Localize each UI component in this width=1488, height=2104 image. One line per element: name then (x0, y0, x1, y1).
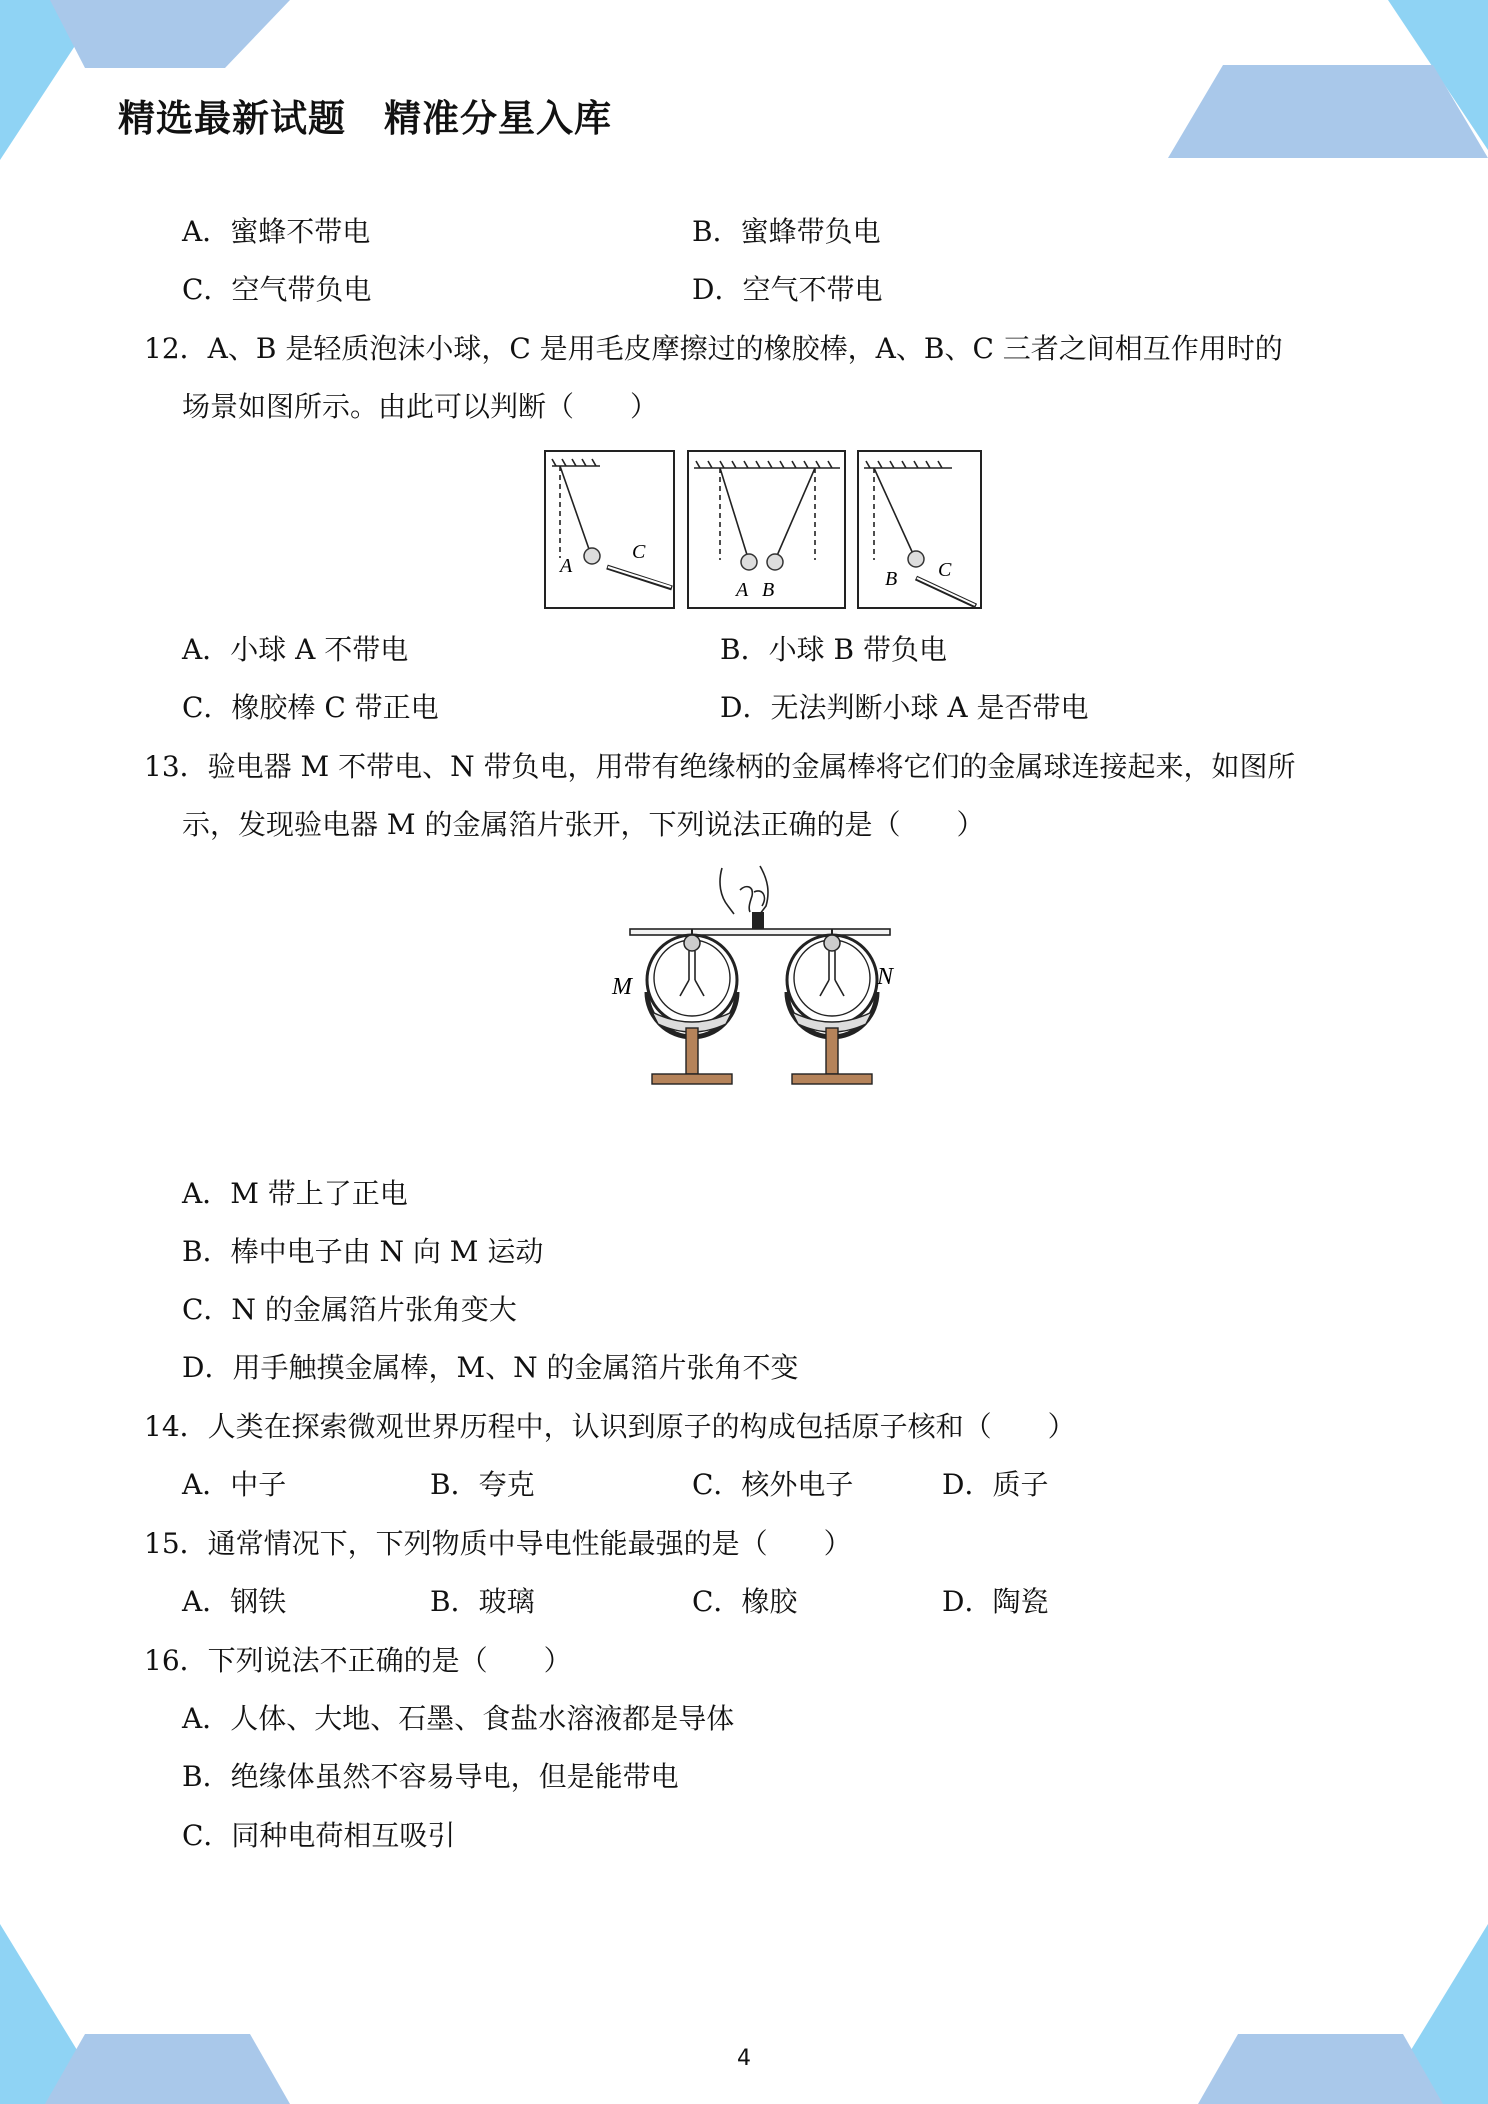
q15-option-a: A．钢铁 (182, 1585, 287, 1618)
metal-rod (630, 929, 890, 935)
label-c-panel3: C (938, 559, 952, 581)
q13-electroscope-figure (600, 862, 900, 1162)
header-title: 精选最新试题 精准分星入库 (118, 97, 612, 140)
label-a-panel1: A (560, 555, 573, 577)
m-metal-ball (684, 935, 700, 951)
label-b-panel3: B (885, 568, 898, 590)
q13-option-c: C．N 的金属箔片张角变大 (182, 1293, 517, 1326)
ball-b-panel2 (767, 554, 783, 570)
top-left-decoration (0, 0, 300, 170)
ball-a-panel2 (741, 554, 757, 570)
top-right-decoration (1148, 0, 1488, 170)
q11-option-c: C．空气带负电 (182, 273, 372, 306)
q16-option-b: B．绝缘体虽然不容易导电，但是能带电 (182, 1760, 679, 1793)
q12-option-a: A．小球 A 不带电 (182, 633, 409, 666)
q15-option-b: B．玻璃 (430, 1585, 535, 1618)
n-stand-base (792, 1074, 872, 1084)
q12-pendulum-figure (540, 448, 985, 613)
ball-b-panel3 (908, 551, 924, 567)
label-n: N (877, 964, 894, 990)
q14-option-d: D．质子 (942, 1468, 1049, 1501)
n-metal-ball (824, 935, 840, 951)
q15-stem: 15．通常情况下，下列物质中导电性能最强的是（ ） (144, 1527, 852, 1560)
label-a-panel2: A (736, 579, 749, 601)
q13-option-a: A．M 带上了正电 (182, 1177, 408, 1210)
insulating-handle (752, 912, 764, 930)
q14-option-c: C．核外电子 (692, 1468, 854, 1501)
q16-option-c: C．同种电荷相互吸引 (182, 1819, 456, 1852)
label-m: M (612, 974, 632, 1000)
q12-option-b: B．小球 B 带负电 (720, 633, 947, 666)
q12-option-c: C．橡胶棒 C 带正电 (182, 691, 439, 724)
label-c-panel1: C (632, 541, 646, 563)
q16-stem: 16．下列说法不正确的是（ ） (144, 1644, 572, 1677)
q11-option-d: D．空气不带电 (692, 273, 883, 306)
q12-stem: 12．A、B 是轻质泡沫小球，C 是用毛皮摩擦过的橡胶棒，A、B、C 三者之间相互作用时的 (144, 332, 1283, 365)
q14-stem: 14．人类在探索微观世界历程中，认识到原子的构成包括原子核和（ ） (144, 1410, 1076, 1443)
q16-option-a: A．人体、大地、石墨、食盐水溶液都是导体 (182, 1702, 735, 1735)
bottom-right-decoration (1168, 1924, 1488, 2104)
q12-stem-continued: 场景如图所示。由此可以判断（ ） (182, 390, 659, 423)
ball-a-panel1 (584, 548, 600, 564)
q13-stem: 13．验电器 M 不带电、N 带负电，用带有绝缘柄的金属棒将它们的金属球连接起来，如图所 (144, 750, 1296, 783)
q13-option-b: B．棒中电子由 N 向 M 运动 (182, 1235, 544, 1268)
label-b-panel2: B (762, 579, 775, 601)
q15-option-d: D．陶瓷 (942, 1585, 1049, 1618)
page-number: 4 (737, 2046, 751, 2071)
bottom-left-decoration (0, 1924, 320, 2104)
q13-option-d: D．用手触摸金属棒，M、N 的金属箔片张角不变 (182, 1351, 799, 1384)
q11-option-a: A．蜜蜂不带电 (182, 215, 371, 248)
q13-stem-continued: 示，发现验电器 M 的金属箔片张开，下列说法正确的是（ ） (182, 808, 985, 841)
q11-option-b: B．蜜蜂带负电 (692, 215, 881, 248)
m-stand-base (652, 1074, 732, 1084)
q14-option-b: B．夸克 (430, 1468, 535, 1501)
q12-option-d: D．无法判断小球 A 是否带电 (720, 691, 1089, 724)
q14-option-a: A．中子 (182, 1468, 287, 1501)
q15-option-c: C．橡胶 (692, 1585, 798, 1618)
